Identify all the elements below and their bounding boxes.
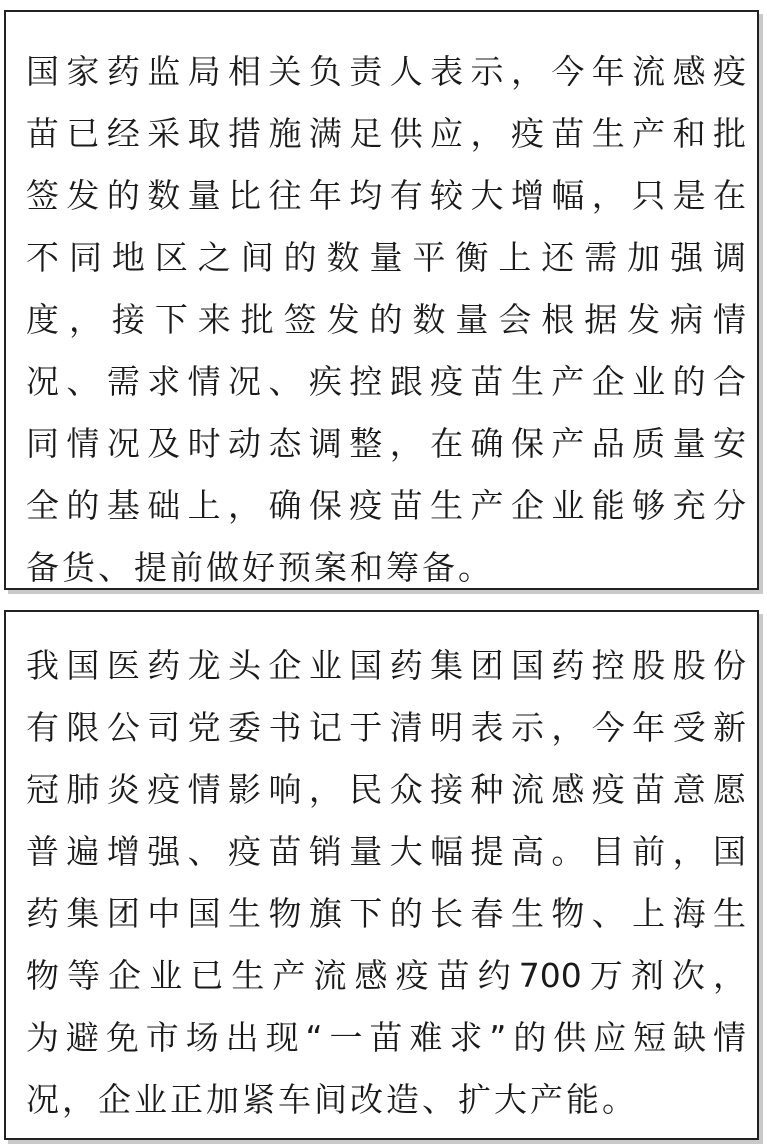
paragraph-1-line: 况、需求情况、疾控跟疫苗生产企业的合 xyxy=(26,362,746,401)
text-box-1 xyxy=(4,10,759,590)
paragraph-1-line: 苗已经采取措施满足供应，疫苗生产和批 xyxy=(26,114,746,153)
text-box-2 xyxy=(4,610,759,1140)
paragraph-2-line: 冠肺炎疫情影响，民众接种流感疫苗意愿 xyxy=(26,770,746,809)
paragraph-1-line: 国家药监局相关负责人表示，今年流感疫 xyxy=(26,52,746,91)
paragraph-2-line: 我国医药龙头企业国药集团国药控股股份 xyxy=(26,646,746,685)
paragraph-1-line: 同情况及时动态调整，在确保产品质量安 xyxy=(26,424,746,463)
paragraph-1-line: 签发的数量比往年均有较大增幅，只是在 xyxy=(26,176,746,215)
paragraph-1-line: 度，接下来批签发的数量会根据发病情 xyxy=(26,300,746,339)
paragraph-2-line: 物等企业已生产流感疫苗约700万剂次， xyxy=(26,956,746,995)
paragraph-2-line: 药集团中国生物旗下的长春生物、上海生 xyxy=(26,894,746,933)
paragraph-2-line: 有限公司党委书记于清明表示，今年受新 xyxy=(26,708,746,747)
paragraph-2-line: 况，企业正加紧车间改造、扩大产能。 xyxy=(26,1080,638,1119)
paragraph-2-line: 普遍增强、疫苗销量大幅提高。目前，国 xyxy=(26,832,746,871)
paragraph-1-line: 备货、提前做好预案和筹备。 xyxy=(26,548,494,587)
paragraph-1-line: 不同地区之间的数量平衡上还需加强调 xyxy=(26,238,746,277)
paragraph-1-line: 全的基础上，确保疫苗生产企业能够充分 xyxy=(26,486,746,525)
paragraph-2-line: 为避免市场出现“一苗难求”的供应短缺情 xyxy=(26,1018,746,1057)
